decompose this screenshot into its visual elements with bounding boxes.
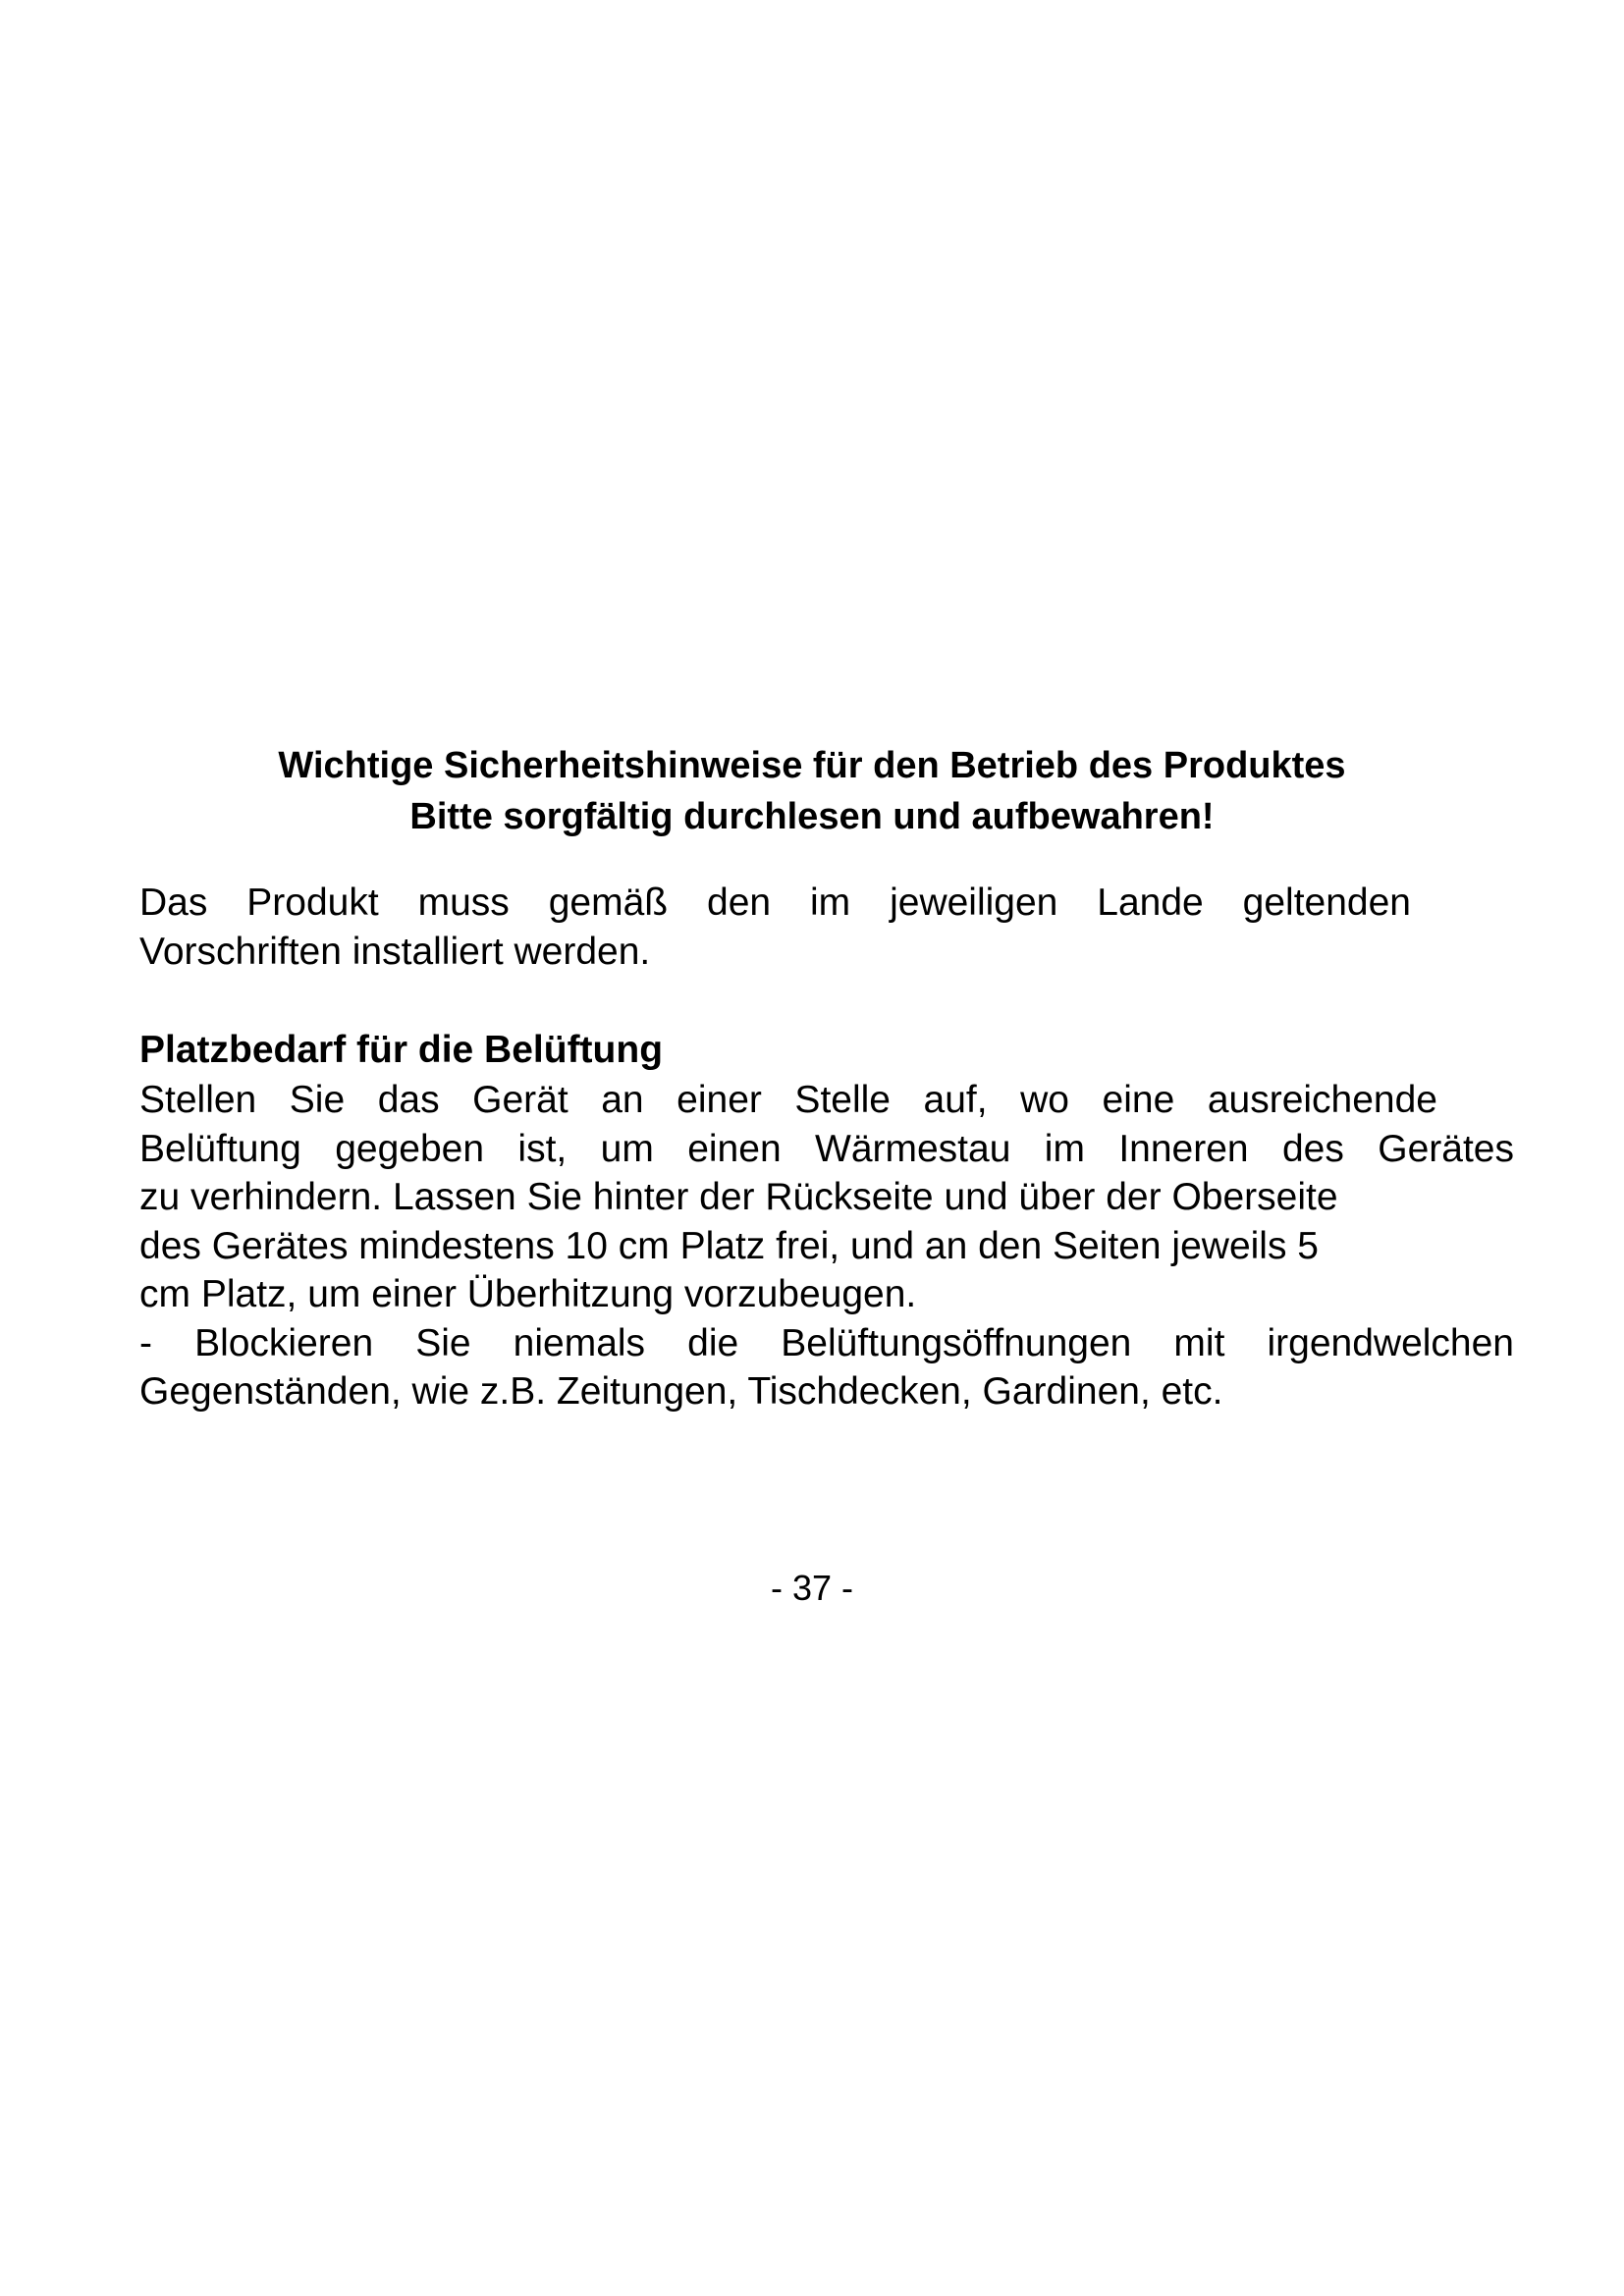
intro-line: Das Produkt muss gemäß den im jeweiligen Lande geltenden [139, 881, 1411, 924]
page-subtitle: Bitte sorgfältig durchlesen und aufbewahren! [409, 796, 1215, 837]
paragraph-line: des Gerätes mindestens 10 cm Platz frei, und an den Seiten jeweils 5 [139, 1224, 1319, 1267]
page-title: Wichtige Sicherheitshinweise für den Betrieb des Produktes [278, 745, 1346, 786]
paragraph-line: Gegenständen, wie z.B. Zeitungen, Tischdecken, Gardinen, etc. [139, 1370, 1223, 1413]
paragraph-line: Belüftung gegeben ist, um einen Wärmestau im Inneren des Gerätes [139, 1127, 1514, 1170]
paragraph-line: zu verhindern. Lassen Sie hinter der Rückseite und über der Oberseite [139, 1176, 1338, 1218]
section-heading: Platzbedarf für die Belüftung [139, 1029, 664, 1071]
paragraph-line: cm Platz, um einer Überhitzung vorzubeugen. [139, 1273, 917, 1315]
intro-paragraph [139, 879, 1411, 977]
section-paragraph [139, 1076, 1514, 1416]
paragraph-line: Stellen Sie das Gerät an einer Stelle auf, wo eine ausreichende [139, 1079, 1437, 1121]
intro-line: Vorschriften installiert werden. [139, 931, 651, 973]
page-number: - 37 - [770, 1568, 854, 1608]
list-item: - Blockieren Sie niemals die Belüftungsöffnungen mit irgendwelchen [139, 1321, 1514, 1364]
